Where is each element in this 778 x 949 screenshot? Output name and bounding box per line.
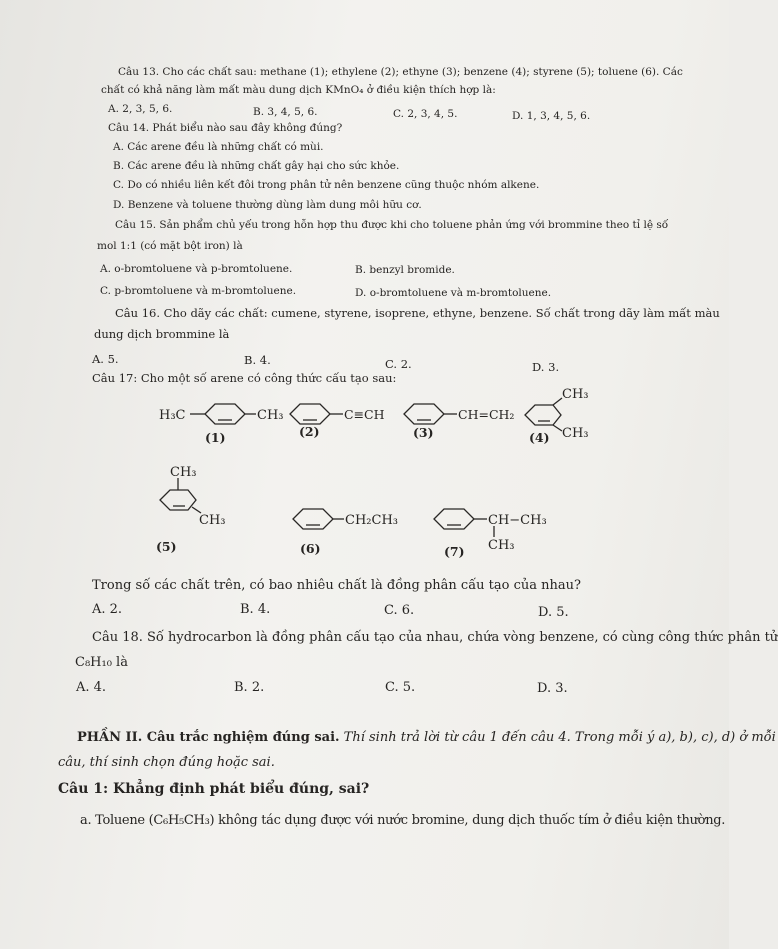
part2-question-1-a: a. Toluene (C₆H₅CH₃) không tác dụng được với nước bromine, dung dịch thuốc tím ở điều kiện thường. xyxy=(80,813,726,828)
structure-1-right-group: CH₃ xyxy=(257,408,284,423)
structure-7-number: (7) xyxy=(444,544,465,559)
part2-heading: PHẦN II. Câu trắc nghiệm đúng sai. xyxy=(77,730,340,745)
structure-5-bottom-group: CH₃ xyxy=(199,513,226,528)
q18-stem-line2: C₈H₁₀ là xyxy=(75,655,128,670)
structure-2-number: (2) xyxy=(299,424,320,439)
q17-option-a: A. 2. xyxy=(92,602,123,617)
q17-question: Trong số các chất trên, có bao nhiêu chất là đồng phân cấu tạo của nhau? xyxy=(92,578,581,593)
q18-option-a: A. 4. xyxy=(76,680,107,695)
q16-option-d: D. 3. xyxy=(532,360,560,374)
q16-option-c: C. 2. xyxy=(385,357,412,371)
q16-stem-line2: dung dịch brommine là xyxy=(94,327,230,341)
q17-option-b: B. 4. xyxy=(240,602,271,617)
structure-3-number: (3) xyxy=(413,425,434,440)
structure-1-ring xyxy=(190,404,256,424)
structure-4-number: (4) xyxy=(529,430,550,445)
structure-4-top-group: CH₃ xyxy=(562,387,589,402)
q14-option-a: A. Các arene đều là những chất có mùi. xyxy=(113,141,324,153)
part2-instruction-line1: Thí sinh trả lời từ câu 1 đến câu 4. Trong mỗi ý a), b), c), d) ở mỗi xyxy=(339,730,776,745)
structure-3-substituent: CH=CH₂ xyxy=(458,407,515,422)
structure-4-ring xyxy=(525,398,562,431)
q15-stem-line1: Câu 15. Sản phẩm chủ yếu trong hỗn hợp thu được khi cho toluene phản ứng với brommine theo tỉ lệ số xyxy=(115,219,669,231)
structure-2-ring xyxy=(290,404,343,424)
structure-4-bottom-group: CH₃ xyxy=(562,426,589,441)
structure-7-ring xyxy=(434,509,494,537)
q14-option-d: D. Benzene và toluene thường dùng làm dung môi hữu cơ. xyxy=(113,199,422,211)
q17-option-d: D. 5. xyxy=(538,605,569,620)
structure-5-number: (5) xyxy=(156,539,177,554)
structure-6-ring xyxy=(293,509,344,529)
q13-stem-line1: Câu 13. Cho các chất sau: methane (1); ethylene (2); ethyne (3); benzene (4); styrene (5); toluene (6). Các xyxy=(118,66,683,78)
structure-5-top-group: CH₃ xyxy=(170,465,197,480)
q13-option-c: C. 2, 3, 4, 5. xyxy=(393,108,458,120)
q15-stem-line2: mol 1:1 (có mặt bột iron) là xyxy=(97,240,243,252)
q13-option-d: D. 1, 3, 4, 5, 6. xyxy=(512,110,591,122)
structure-1-left-group: H₃C xyxy=(159,408,186,423)
structure-2-substituent: C≡CH xyxy=(344,407,385,422)
structure-3-ring xyxy=(404,404,457,424)
q15-option-a: A. o-bromtoluene và p-bromtoluene. xyxy=(100,263,293,275)
q13-option-a: A. 2, 3, 5, 6. xyxy=(108,103,173,115)
structure-6-number: (6) xyxy=(300,541,321,556)
q18-stem-line1: Câu 18. Số hydrocarbon là đồng phân cấu tạo của nhau, chứa vòng benzene, có cùng công thức phân tử xyxy=(92,630,778,645)
q18-option-c: C. 5. xyxy=(385,680,416,695)
part2-question-1: Câu 1: Khẳng định phát biểu đúng, sai? xyxy=(58,781,370,797)
structure-7-bottom-group: CH₃ xyxy=(488,538,515,553)
q16-stem-line1: Câu 16. Cho dãy các chất: cumene, styrene, isoprene, ethyne, benzene. Số chất trong dãy làm mất màu xyxy=(115,306,720,320)
q15-option-d: D. o-bromtoluene và m-bromtoluene. xyxy=(355,287,552,299)
q14-option-c: C. Do có nhiều liên kết đôi trong phân tử nên benzene cũng thuộc nhóm alkene. xyxy=(113,179,540,191)
structure-5-ring xyxy=(160,478,201,513)
q13-stem-line2: chất có khả năng làm mất màu dung dịch KMnO₄ ở điều kiện thích hợp là: xyxy=(101,84,496,96)
part2-instruction-line2: câu, thí sinh chọn đúng hoặc sai. xyxy=(58,755,275,770)
q13-option-b: B. 3, 4, 5, 6. xyxy=(253,106,318,118)
structure-7-substituent: CH−CH₃ xyxy=(488,513,547,528)
q18-option-b: B. 2. xyxy=(234,680,265,695)
part2-heading-line xyxy=(77,730,776,745)
q17-stem: Câu 17: Cho một số arene có công thức cấu tạo sau: xyxy=(92,371,397,385)
q16-option-a: A. 5. xyxy=(92,352,119,366)
q15-option-b: B. benzyl bromide. xyxy=(355,264,455,276)
structure-6-substituent: CH₂CH₃ xyxy=(345,513,398,528)
q15-option-c: C. p-bromtoluene và m-bromtoluene. xyxy=(100,285,297,297)
q14-option-b: B. Các arene đều là những chất gây hại cho sức khỏe. xyxy=(113,160,400,172)
structure-1-number: (1) xyxy=(205,430,226,445)
q17-option-c: C. 6. xyxy=(384,603,415,618)
q14-stem: Câu 14. Phát biểu nào sau đây không đúng? xyxy=(108,122,343,134)
q18-option-d: D. 3. xyxy=(537,681,568,696)
q16-option-b: B. 4. xyxy=(244,353,271,367)
